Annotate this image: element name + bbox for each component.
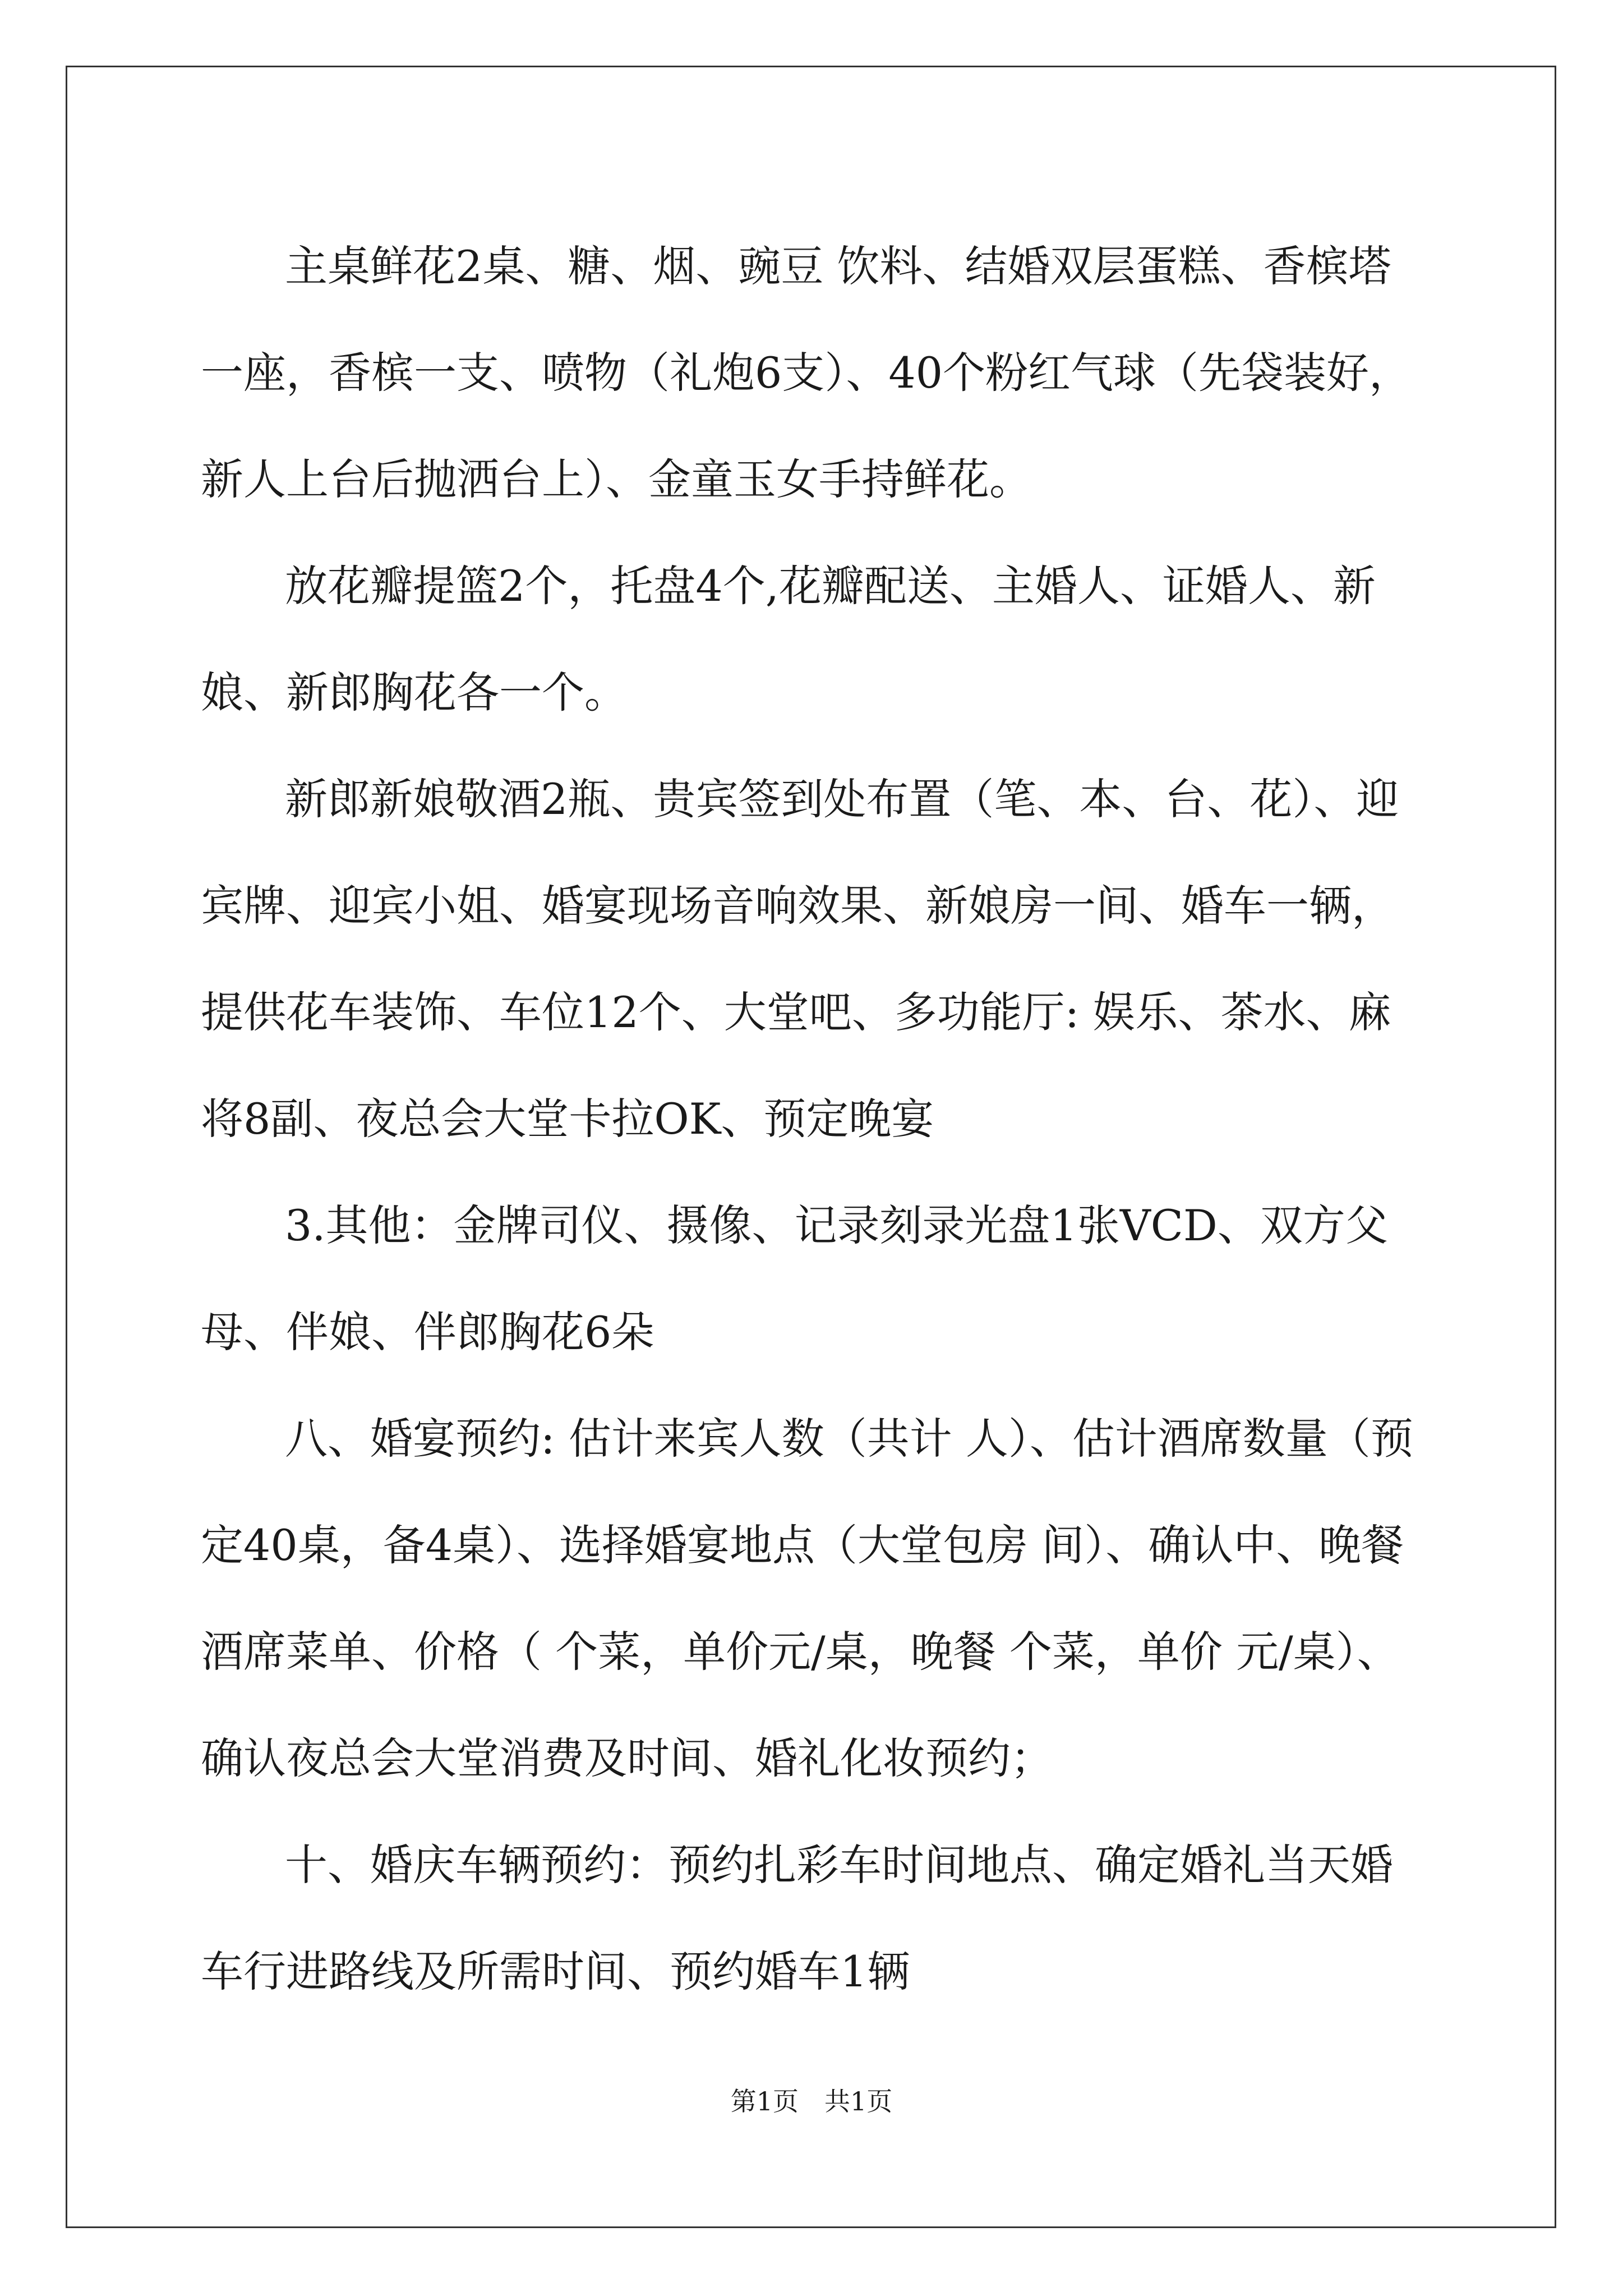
document-body (201, 213, 1423, 2025)
paragraph-1: 主桌鲜花2桌、糖、烟、豌豆 饮料、结婚双层蛋糕、香槟塔一座，香槟一支、喷物（礼炮6支）、40个粉红气球（先袋装好，新人上台后抛洒台上）、金童玉女手持鲜花。 (201, 241, 1412, 504)
paragraph-6: 十、婚庆车辆预约：预约扎彩车时间地点、确定婚礼当天婚车行进路线及所需时间、预约婚车1辆 (201, 1840, 1393, 1996)
page-total: 共1页 (824, 2086, 893, 2116)
paragraph-3: 新郎新娘敬酒2瓶、贵宾签到处布置（笔、本、台、花）、迎宾牌、迎宾小姐、婚宴现场音响效果、新娘房一间、婚车一辆，提供花车装饰、车位12个、大堂吧、多功能厅: 娱乐、茶水、麻将8副、夜总会大堂卡拉OK、预定晚宴 (201, 774, 1399, 1144)
page-number: 第1页 (730, 2086, 799, 2116)
paragraph-2: 放花瓣提篮2个，托盘4个,花瓣配送、主婚人、证婚人、新娘、新郎胸花各一个。 (201, 561, 1376, 717)
page-footer (0, 2081, 1623, 2118)
paragraph-4: 3.其他：金牌司仪、摄像、记录刻录光盘1张VCD、双方父母、伴娘、伴郎胸花6朵 (201, 1200, 1388, 1357)
paragraph-5: 八、婚宴预约: 估计来宾人数（共计 人）、估计酒席数量（预定40桌，备4桌）、选择婚宴地点（大堂包房 间）、确认中、晚餐酒席菜单、价格（ 个菜，单价元/桌，晚餐 个菜，单价 元/桌）、确认夜总会大堂消费及时间、婚礼化妆预约； (201, 1414, 1413, 1783)
